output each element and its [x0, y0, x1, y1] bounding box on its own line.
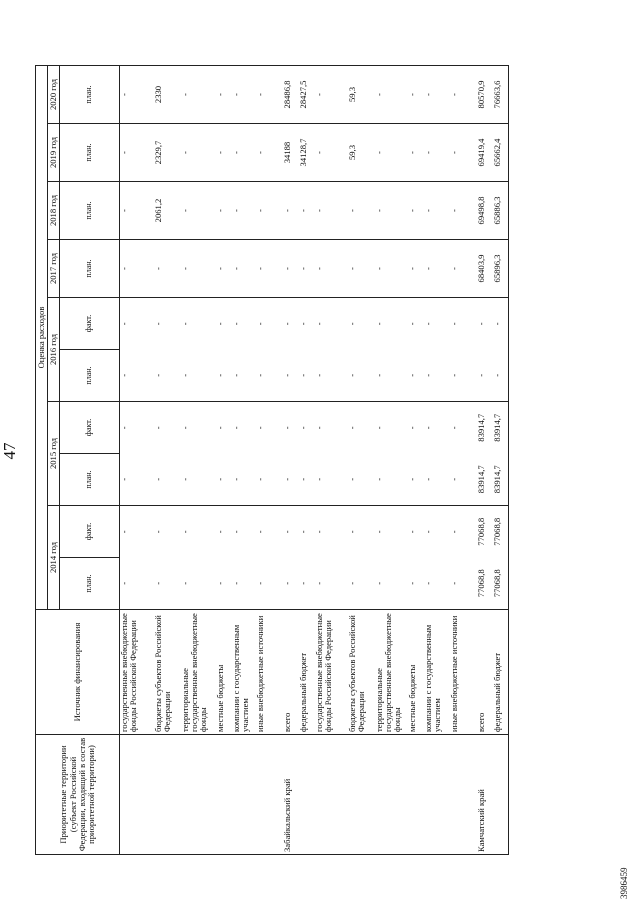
subheader-cell: план. — [60, 182, 120, 240]
value-cell: - — [181, 182, 216, 240]
value-cell: - — [299, 402, 315, 454]
value-cell: - — [232, 240, 256, 298]
value-cell: - — [232, 298, 256, 350]
value-cell: - — [315, 298, 348, 350]
value-cell: - — [256, 124, 283, 182]
value-cell: - — [232, 402, 256, 454]
value-cell: - — [154, 298, 181, 350]
value-cell: - — [214, 477, 225, 481]
value-cell: - — [181, 506, 216, 558]
value-cell: - — [475, 373, 486, 377]
value-cell: - — [299, 240, 315, 298]
value-cell: - — [448, 581, 459, 585]
value-cell: 77068,8 — [475, 569, 486, 598]
value-cell: - — [299, 182, 315, 240]
territory-cell — [216, 735, 232, 855]
value-cell: - — [216, 240, 232, 298]
value-cell: 2330 — [154, 66, 181, 124]
subheader-cell: план. — [60, 558, 120, 610]
value-cell: - — [216, 124, 232, 182]
value-cell: - — [154, 402, 181, 454]
value-cell: - — [422, 477, 433, 481]
value-cell: - — [214, 581, 225, 585]
table-row — [120, 66, 154, 855]
value-cell: 77068,8 — [477, 506, 493, 558]
document-code: 3986459 — [619, 867, 629, 899]
value-cell: - — [375, 182, 408, 240]
value-cell: - — [256, 240, 283, 298]
value-cell: - — [232, 182, 256, 240]
value-cell: - — [120, 182, 154, 240]
header-group-title: Оценка расходов — [36, 66, 48, 610]
value-cell: - — [450, 402, 477, 454]
table-row — [493, 66, 509, 855]
table-row — [477, 66, 493, 855]
value-cell: - — [424, 240, 450, 298]
value-cell: - — [408, 298, 424, 350]
value-cell: - — [256, 298, 283, 350]
value-cell: - — [406, 477, 417, 481]
subheader-cell: факт. — [60, 402, 120, 454]
value-cell: - — [450, 298, 477, 350]
value-cell: - — [424, 506, 450, 558]
header-year-2020: 2020 год — [48, 66, 60, 124]
table-row — [348, 66, 375, 855]
value-cell: - — [119, 477, 130, 481]
value-cell: - — [448, 373, 459, 377]
territory-cell — [450, 735, 477, 855]
value-cell: - — [283, 182, 299, 240]
value-cell: - — [254, 373, 265, 377]
value-cell: - — [120, 298, 154, 350]
value-cell: - — [283, 402, 299, 454]
header-territory: Приоритетные территории (субъект Российской Федерации, входящий в состав приоритетной территории) — [36, 735, 120, 855]
territory-cell: Камчатский край — [477, 735, 493, 855]
value-cell: - — [120, 506, 154, 558]
table-row — [216, 66, 232, 855]
territory-cell: Забайкальский край — [283, 735, 299, 855]
territory-cell — [299, 735, 315, 855]
territory-cell — [408, 735, 424, 855]
value-cell: - — [299, 298, 315, 350]
source-cell: компании с государственным участием — [232, 610, 256, 735]
value-cell: - — [315, 506, 348, 558]
value-cell: - — [313, 477, 324, 481]
source-cell: всего — [477, 610, 493, 735]
subheader-cell: план. — [60, 66, 120, 124]
value-cell: - — [450, 124, 477, 182]
value-cell: - — [120, 402, 154, 454]
value-cell: - — [315, 182, 348, 240]
value-cell: - — [281, 477, 292, 481]
value-cell: - — [346, 581, 357, 585]
value-cell: - — [230, 581, 241, 585]
value-cell: - — [119, 373, 130, 377]
value-cell: - — [373, 477, 384, 481]
value-cell: 2329,7 — [154, 124, 181, 182]
value-cell: 65662,4 — [493, 124, 509, 182]
value-cell: - — [375, 66, 408, 124]
source-cell: федеральный бюджет — [299, 610, 315, 735]
source-cell: иные внебюджетные источники — [256, 610, 283, 735]
value-cell: 83914,7 — [493, 402, 509, 454]
value-cell: - — [232, 506, 256, 558]
value-cell: 69419,4 — [477, 124, 493, 182]
subheader-cell: план. — [60, 124, 120, 182]
value-cell: 80570,9 — [477, 66, 493, 124]
value-cell: - — [154, 506, 181, 558]
source-cell: местные бюджеты — [216, 610, 232, 735]
territory-cell — [315, 735, 348, 855]
subheader-cell: план. — [60, 350, 120, 402]
value-cell: - — [152, 581, 163, 585]
value-cell: - — [406, 373, 417, 377]
source-cell: всего — [283, 610, 299, 735]
header-year-2018: 2018 год — [48, 182, 60, 240]
value-cell: - — [493, 298, 509, 350]
source-cell: местные бюджеты — [408, 610, 424, 735]
subheader-cell: факт. — [60, 506, 120, 558]
value-cell: - — [230, 373, 241, 377]
territory-cell — [256, 735, 283, 855]
value-cell: - — [375, 402, 408, 454]
table-row — [256, 66, 283, 855]
value-cell: - — [408, 182, 424, 240]
value-cell: - — [315, 124, 348, 182]
value-cell: - — [375, 240, 408, 298]
table-row — [408, 66, 424, 855]
subheader-cell: факт. — [60, 298, 120, 350]
value-cell: - — [346, 477, 357, 481]
territory-cell — [348, 735, 375, 855]
header-year-2015: 2015 год — [48, 402, 60, 506]
table-row — [315, 66, 348, 855]
table-row — [424, 66, 450, 855]
value-cell: - — [254, 581, 265, 585]
source-cell: бюджеты субъектов Российской Федерации — [348, 610, 375, 735]
table-row — [232, 66, 256, 855]
value-cell: - — [179, 581, 190, 585]
table-row — [283, 66, 299, 855]
value-cell: 34128,7 — [299, 124, 315, 182]
value-cell: - — [297, 373, 308, 377]
value-cell: - — [216, 182, 232, 240]
source-cell: компании с государственным участием — [424, 610, 450, 735]
source-cell: государственные внебюджетные фонды Российской Федерации — [120, 610, 154, 735]
table-row — [299, 66, 315, 855]
value-cell: 83914,7 — [475, 465, 486, 494]
value-cell: - — [375, 124, 408, 182]
value-cell: 28427,5 — [299, 66, 315, 124]
value-cell: 69498,8 — [477, 182, 493, 240]
table-row — [450, 66, 477, 855]
value-cell: - — [232, 124, 256, 182]
value-cell: - — [348, 298, 375, 350]
value-cell: - — [283, 506, 299, 558]
value-cell: - — [254, 477, 265, 481]
value-cell: - — [348, 240, 375, 298]
page-number: 47 — [0, 442, 19, 460]
value-cell: - — [313, 373, 324, 377]
value-cell: - — [281, 581, 292, 585]
value-cell: 77068,8 — [493, 558, 509, 610]
value-cell: - — [315, 240, 348, 298]
territory-cell — [154, 735, 181, 855]
value-cell: - — [375, 506, 408, 558]
value-cell: 83914,7 — [477, 402, 493, 454]
value-cell: - — [297, 581, 308, 585]
value-cell: - — [152, 373, 163, 377]
header-source: Источник финансирования — [36, 610, 120, 735]
territory-cell — [232, 735, 256, 855]
table-row — [375, 66, 408, 855]
value-cell: - — [256, 182, 283, 240]
value-cell: - — [424, 66, 450, 124]
value-cell: - — [297, 477, 308, 481]
value-cell: - — [422, 373, 433, 377]
value-cell: - — [283, 240, 299, 298]
source-cell: территориальные государственные внебюджетные фонды — [375, 610, 408, 735]
value-cell: - — [315, 66, 348, 124]
value-cell: - — [281, 373, 292, 377]
header-year-2016: 2016 год — [48, 298, 60, 402]
value-cell: - — [346, 373, 357, 377]
value-cell: - — [232, 66, 256, 124]
value-cell: 77068,8 — [493, 506, 509, 558]
value-cell: - — [348, 182, 375, 240]
value-cell: - — [181, 66, 216, 124]
value-cell: - — [181, 402, 216, 454]
value-cell: - — [256, 402, 283, 454]
value-cell: - — [408, 240, 424, 298]
value-cell: - — [154, 240, 181, 298]
value-cell: - — [230, 477, 241, 481]
value-cell: - — [477, 298, 493, 350]
value-cell: 59,3 — [348, 66, 375, 124]
value-cell: - — [256, 66, 283, 124]
value-cell: - — [181, 298, 216, 350]
subheader-cell: план. — [60, 454, 120, 506]
value-cell: - — [179, 373, 190, 377]
value-cell: - — [181, 124, 216, 182]
value-cell: - — [408, 124, 424, 182]
value-cell: - — [315, 402, 348, 454]
value-cell: - — [424, 402, 450, 454]
value-cell: - — [375, 298, 408, 350]
value-cell: - — [450, 66, 477, 124]
source-cell: иные внебюджетные источники — [450, 610, 477, 735]
value-cell: - — [216, 298, 232, 350]
value-cell: - — [450, 182, 477, 240]
source-cell: федеральный бюджет — [493, 610, 509, 735]
value-cell: - — [256, 506, 283, 558]
value-cell: - — [424, 124, 450, 182]
value-cell: - — [373, 581, 384, 585]
value-cell: - — [424, 182, 450, 240]
value-cell: - — [120, 240, 154, 298]
value-cell: - — [179, 477, 190, 481]
header-year-2014: 2014 год — [48, 506, 60, 610]
value-cell: - — [450, 506, 477, 558]
value-cell: - — [493, 350, 509, 402]
value-cell: - — [422, 581, 433, 585]
value-cell: 68403,9 — [477, 240, 493, 298]
value-cell: 34188 — [283, 124, 299, 182]
territory-cell — [424, 735, 450, 855]
value-cell: 65896,3 — [493, 240, 509, 298]
value-cell: - — [424, 298, 450, 350]
value-cell: 2061,2 — [154, 182, 181, 240]
value-cell: - — [216, 506, 232, 558]
territory-cell — [493, 735, 509, 855]
value-cell: - — [120, 66, 154, 124]
table-body — [120, 66, 509, 855]
value-cell: 76663,6 — [493, 66, 509, 124]
value-cell: - — [408, 402, 424, 454]
header-year-2017: 2017 год — [48, 240, 60, 298]
value-cell: - — [119, 581, 130, 585]
source-cell: территориальные государственные внебюджетные фонды — [181, 610, 216, 735]
value-cell: - — [152, 477, 163, 481]
value-cell: - — [408, 506, 424, 558]
source-cell: бюджеты субъектов Российской Федерации — [154, 610, 181, 735]
source-cell: государственные внебюджетные фонды Российской Федерации — [315, 610, 348, 735]
value-cell: - — [216, 66, 232, 124]
value-cell: - — [448, 477, 459, 481]
value-cell: 83914,7 — [493, 454, 509, 506]
value-cell: - — [450, 240, 477, 298]
territory-cell — [120, 735, 154, 855]
value-cell: - — [181, 240, 216, 298]
header-year-2019: 2019 год — [48, 124, 60, 182]
table-row — [181, 66, 216, 855]
territory-cell — [181, 735, 216, 855]
value-cell: - — [120, 124, 154, 182]
value-cell: 65886,3 — [493, 182, 509, 240]
value-cell: - — [406, 581, 417, 585]
expenditure-table — [35, 65, 509, 855]
value-cell: - — [299, 506, 315, 558]
value-cell: - — [216, 402, 232, 454]
value-cell: - — [313, 581, 324, 585]
value-cell: - — [348, 402, 375, 454]
value-cell: - — [214, 373, 225, 377]
value-cell: - — [348, 506, 375, 558]
table-row — [154, 66, 181, 855]
value-cell: 59,3 — [348, 124, 375, 182]
value-cell: - — [408, 66, 424, 124]
value-cell: 28486,8 — [283, 66, 299, 124]
value-cell: - — [283, 298, 299, 350]
subheader-cell: план. — [60, 240, 120, 298]
value-cell: - — [373, 373, 384, 377]
territory-cell — [375, 735, 408, 855]
